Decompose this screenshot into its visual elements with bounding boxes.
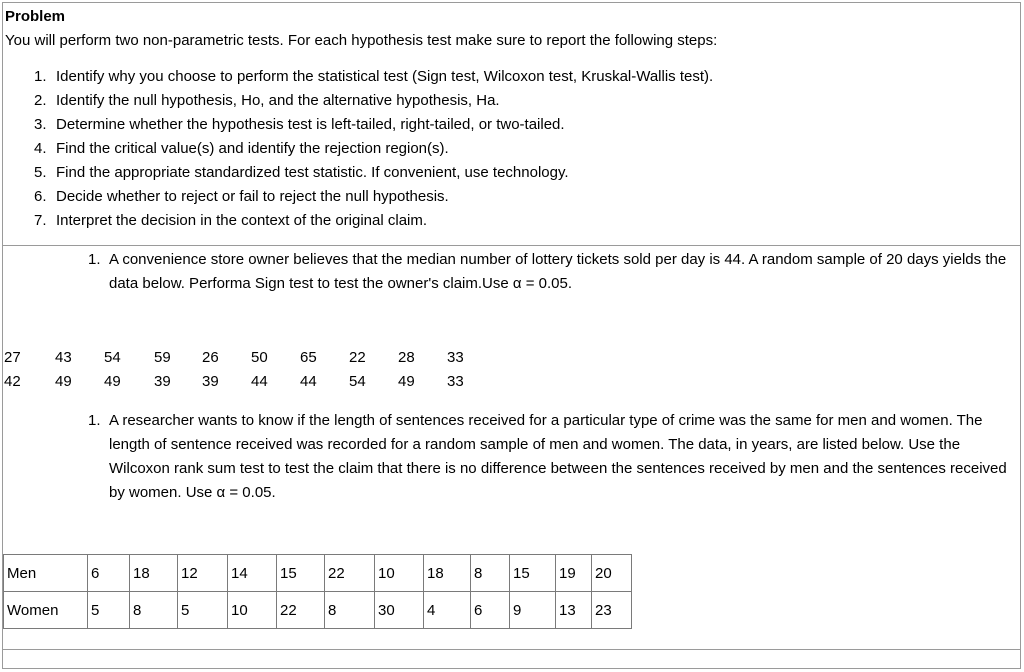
table-cell: 30 <box>375 592 424 629</box>
question-number: 1. <box>88 251 101 268</box>
data-cell: 39 <box>154 373 171 390</box>
problem-title: Problem <box>5 8 66 25</box>
table-row <box>4 592 632 629</box>
step-number: 4. <box>34 140 47 157</box>
data-cell: 39 <box>202 373 219 390</box>
data-cell: 28 <box>398 349 415 366</box>
step-text: Identify why you choose to perform the statistical test (Sign test, Wilcoxon test, Kruskal-Wallis test). <box>56 68 714 85</box>
step-number: 3. <box>34 116 47 133</box>
question-number: 1. <box>88 412 101 429</box>
section-divider <box>3 649 1021 650</box>
row-label: Men <box>4 555 88 592</box>
data-cell: 43 <box>55 349 72 366</box>
table-cell: 9 <box>510 592 556 629</box>
row-label: Women <box>4 592 88 629</box>
step-number: 5. <box>34 164 47 181</box>
data-cell: 44 <box>300 373 317 390</box>
data-cell: 44 <box>251 373 268 390</box>
data-cell: 26 <box>202 349 219 366</box>
list-item <box>34 116 713 140</box>
data-cell: 42 <box>4 373 21 390</box>
data-cell: 33 <box>447 373 464 390</box>
list-item <box>34 164 713 188</box>
data-cell: 22 <box>349 349 366 366</box>
table-cell: 8 <box>325 592 375 629</box>
step-number: 2. <box>34 92 47 109</box>
data-cell: 49 <box>104 373 121 390</box>
data-cell: 49 <box>398 373 415 390</box>
table-cell: 22 <box>325 555 375 592</box>
table-cell: 12 <box>178 555 228 592</box>
table-cell: 15 <box>510 555 556 592</box>
table-cell: 13 <box>556 592 592 629</box>
question-2 <box>88 409 1018 505</box>
step-text: Determine whether the hypothesis test is left-tailed, right-tailed, or two-tailed. <box>56 116 565 133</box>
list-item <box>34 212 713 236</box>
question-text: A researcher wants to know if the length of sentences received for a particular type of crime was the same for men and women. The length of sentence received was recorded for a random sample of men and women. The data, in years, are listed below. Use the Wilcoxon rank sum test to test the claim that there is no difference between the sentences received by men and the sentences received by women. Use α = 0.05. <box>109 412 1007 501</box>
data-cell: 33 <box>447 349 464 366</box>
table-cell: 5 <box>178 592 228 629</box>
table-cell: 22 <box>277 592 325 629</box>
list-item <box>34 188 713 212</box>
table-cell: 8 <box>471 555 510 592</box>
section-divider <box>3 245 1021 246</box>
data-cell: 54 <box>349 373 366 390</box>
step-text: Find the appropriate standardized test statistic. If convenient, use technology. <box>56 164 569 181</box>
table-cell: 14 <box>228 555 277 592</box>
list-item <box>34 68 713 92</box>
data-cell: 50 <box>251 349 268 366</box>
data-cell: 59 <box>154 349 171 366</box>
step-number: 1. <box>34 68 47 85</box>
data-cell: 65 <box>300 349 317 366</box>
data-cell: 54 <box>104 349 121 366</box>
step-text: Interpret the decision in the context of the original claim. <box>56 212 428 229</box>
step-text: Decide whether to reject or fail to reject the null hypothesis. <box>56 188 449 205</box>
problem-intro: You will perform two non-parametric tests. For each hypothesis test make sure to report the following steps: <box>5 32 718 49</box>
table-cell: 10 <box>228 592 277 629</box>
table-cell: 10 <box>375 555 424 592</box>
list-item <box>34 140 713 164</box>
table-cell: 5 <box>88 592 130 629</box>
question-1 <box>88 248 1018 296</box>
data-cell: 49 <box>55 373 72 390</box>
question-text: A convenience store owner believes that the median number of lottery tickets sold per day is 44. A random sample of 20 days yields the data below. Performa Sign test to test the owner's claim.Use α = 0.05. <box>109 251 1007 292</box>
step-text: Find the critical value(s) and identify the rejection region(s). <box>56 140 449 157</box>
table-cell: 23 <box>592 592 632 629</box>
data-cell: 27 <box>4 349 21 366</box>
table-cell: 15 <box>277 555 325 592</box>
table-cell: 18 <box>130 555 178 592</box>
step-text: Identify the null hypothesis, Ho, and the alternative hypothesis, Ha. <box>56 92 500 109</box>
table-cell: 4 <box>424 592 471 629</box>
sentence-table <box>3 554 632 629</box>
step-number: 6. <box>34 188 47 205</box>
table-cell: 19 <box>556 555 592 592</box>
table-row <box>4 555 632 592</box>
list-item <box>34 92 713 116</box>
table-cell: 6 <box>471 592 510 629</box>
steps-list <box>34 68 713 236</box>
table-cell: 18 <box>424 555 471 592</box>
table-cell: 8 <box>130 592 178 629</box>
table-cell: 6 <box>88 555 130 592</box>
table-cell: 20 <box>592 555 632 592</box>
step-number: 7. <box>34 212 47 229</box>
